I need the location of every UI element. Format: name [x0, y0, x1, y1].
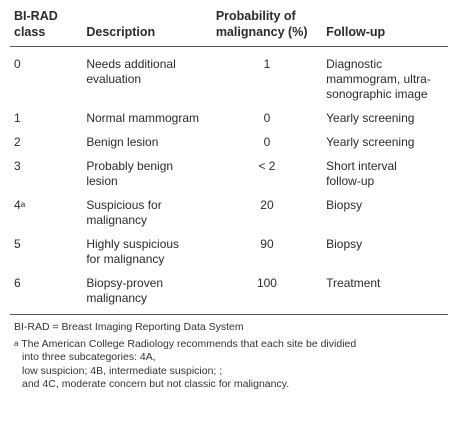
footnote-abbreviation: BI-RAD = Breast Imaging Reporting Data System: [14, 321, 244, 333]
cell-description: [82, 273, 211, 315]
cell-followup: [322, 108, 448, 132]
table-header: [10, 8, 448, 47]
cell-probability: 0: [263, 111, 271, 125]
followup-line: Biopsy: [326, 237, 363, 251]
table-row: [10, 132, 448, 156]
cell-followup: [322, 132, 448, 156]
cell-followup: [322, 156, 448, 195]
footnote-a-line-3: low suspicion; 4B, intermediate suspicion; ;: [22, 364, 223, 377]
followup-line: Yearly screening: [326, 135, 415, 149]
footnotes: [10, 321, 454, 392]
class-value: 6: [14, 276, 21, 290]
followup-line: Yearly screening: [326, 111, 415, 125]
followup-line: follow-up: [326, 174, 375, 188]
followup-line: Treatment: [326, 276, 381, 290]
table-row: [10, 47, 448, 109]
followup-line: mammogram, ultra-: [326, 72, 431, 86]
header-followup: Follow-up: [326, 25, 386, 39]
table-row: [10, 273, 448, 315]
cell-description: [82, 156, 211, 195]
class-value: 4: [14, 198, 21, 212]
cell-class: [10, 47, 82, 109]
cell-class: [10, 234, 82, 273]
cell-probability: < 2: [258, 159, 276, 173]
cell-class: [10, 132, 82, 156]
footnote-a: [10, 338, 454, 392]
description-line: for malignancy: [86, 252, 165, 266]
footnote-a-line-2: into three subcategories: 4A,: [22, 351, 156, 363]
cell-class: [10, 108, 82, 132]
table-row: [10, 108, 448, 132]
description-line: malignancy: [86, 213, 148, 227]
cell-probability: 20: [260, 198, 274, 212]
cell-followup: [322, 234, 448, 273]
followup-line: Short interval: [326, 159, 397, 173]
table-row: [10, 234, 448, 273]
header-class-line-1: BI-RAD: [14, 9, 58, 23]
class-value: 3: [14, 159, 21, 173]
description-line: malignancy: [86, 291, 148, 305]
description-line: Suspicious for: [86, 198, 162, 212]
cell-description: [82, 108, 211, 132]
cell-class: [10, 195, 82, 234]
header-description: Description: [86, 25, 156, 39]
birad-table: [10, 8, 448, 315]
cell-class: [10, 273, 82, 315]
footnote-a-marker: a: [14, 338, 19, 348]
description-line: Highly suspicious: [86, 237, 180, 251]
description-line: lesion: [86, 174, 118, 188]
class-value: 2: [14, 135, 21, 149]
class-value: 0: [14, 57, 21, 71]
cell-probability: 1: [263, 57, 271, 71]
header-row: [10, 8, 448, 47]
followup-line: Diagnostic: [326, 57, 383, 71]
cell-followup: [322, 47, 448, 109]
description-line: Benign lesion: [86, 135, 159, 149]
cell-description: [82, 132, 211, 156]
description-line: evaluation: [86, 72, 142, 86]
header-probability: [212, 8, 322, 47]
description-line: Probably benign: [86, 159, 174, 173]
followup-line: sonographic image: [326, 87, 428, 101]
header-class: [10, 8, 82, 47]
footnote-a-line-4: and 4C, moderate concern but not classic for malignancy.: [22, 378, 290, 390]
class-value: 5: [14, 237, 21, 251]
cell-description: [82, 195, 211, 234]
description-line: Biopsy-proven: [86, 276, 164, 290]
description-line: Needs additional: [86, 57, 176, 71]
header-probability-line-1: Probability of: [215, 9, 296, 23]
description-line: Normal mammogram: [86, 111, 200, 125]
class-superscript: a: [20, 200, 26, 209]
class-value: 1: [14, 111, 21, 125]
cell-description: [82, 47, 211, 109]
table-row: [10, 156, 448, 195]
cell-probability: 90: [260, 237, 274, 251]
cell-probability: 0: [263, 135, 271, 149]
cell-followup: [322, 195, 448, 234]
cell-description: [82, 234, 211, 273]
followup-line: Biopsy: [326, 198, 363, 212]
cell-followup: [322, 273, 448, 315]
footnote-a-line-1: The American College Radiology recommends that each site be dividied: [21, 337, 357, 350]
cell-class: [10, 156, 82, 195]
header-class-line-2: class: [14, 25, 46, 39]
cell-probability: 100: [256, 276, 277, 290]
header-probability-line-2: malignancy (%): [215, 25, 308, 39]
table-row: [10, 195, 448, 234]
table-body: [10, 47, 448, 315]
